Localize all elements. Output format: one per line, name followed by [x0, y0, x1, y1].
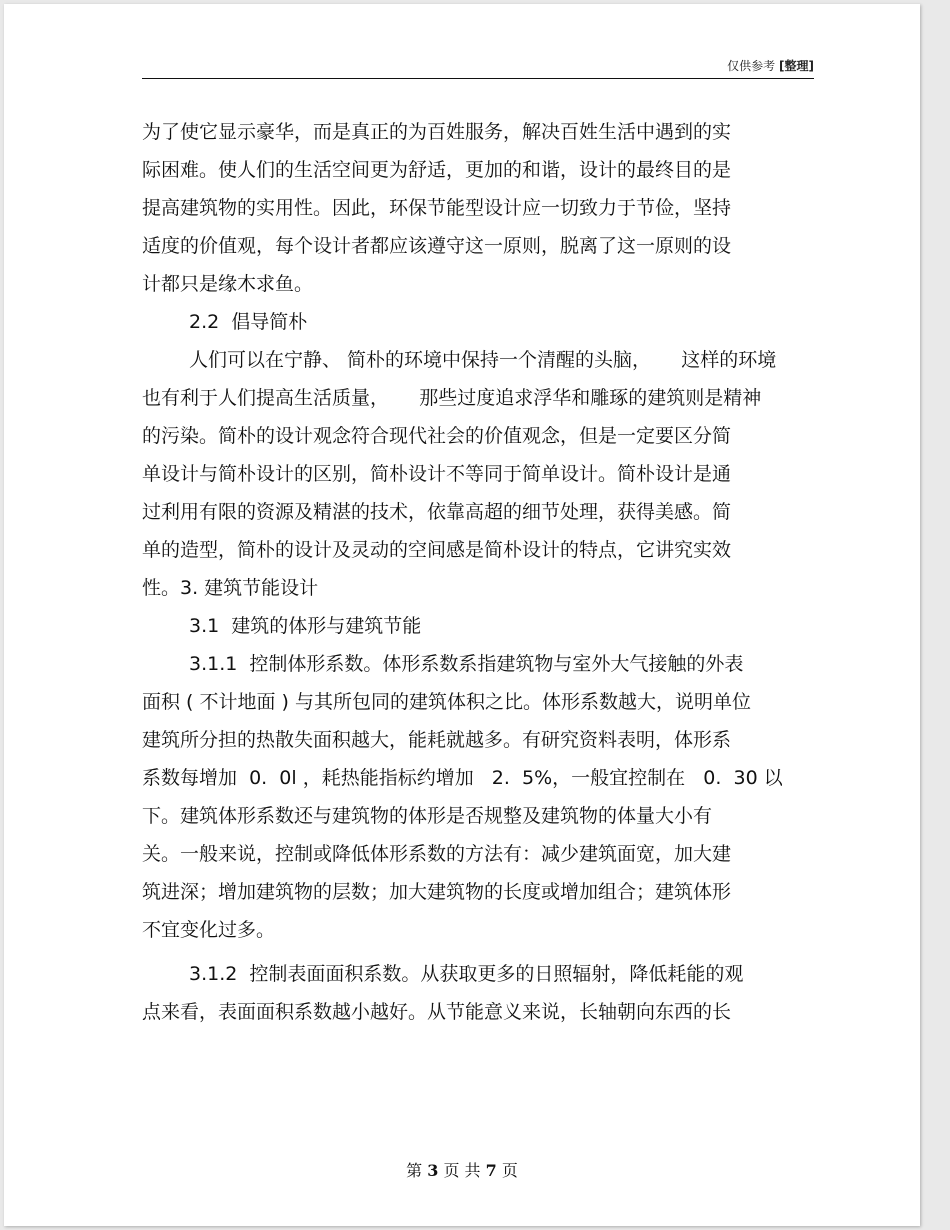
- section-heading: 3.1 建筑的体形与建筑节能: [189, 615, 422, 637]
- body-text: [4, 4, 920, 1226]
- footer-total-pages: 7: [485, 1161, 497, 1180]
- footer-prefix: 第: [406, 1161, 423, 1180]
- text-line: 计都只是缘木求鱼。: [142, 273, 314, 295]
- page-footer: [4, 1158, 920, 1181]
- text-line: 为了使它显示豪华，而是真正的为百姓服务，解决百姓生活中遇到的实: [142, 121, 732, 143]
- document-page: [4, 4, 920, 1226]
- section-heading: 2.2 倡导简朴: [189, 311, 308, 333]
- text-line: 下。建筑体形系数还与建筑物的体形是否规整及建筑物的体量大小有: [142, 805, 713, 827]
- text-line: 性。3. 建筑节能设计: [142, 577, 319, 599]
- header-note: 仅供参考: [727, 59, 776, 73]
- text-line: 点来看，表面面积系数越小越好。从节能意义来说，长轴朝向东西的长: [142, 1001, 732, 1023]
- text-line: 3.1.1 控制体形系数。体形系数系指建筑物与室外大气接触的外表: [189, 653, 744, 675]
- text-line: 适度的价值观，每个设计者都应该遵守这一原则，脱离了这一原则的设: [142, 235, 732, 257]
- text-line: 的污染。简朴的设计观念符合现代社会的价值观念，但是一定要区分简: [142, 425, 732, 447]
- text-line: 也有利于人们提高生活质量， 那些过度追求浮华和雕琢的建筑则是精神: [142, 387, 762, 409]
- header-bracket: [整理]: [779, 59, 814, 73]
- text-line: 关。一般来说，控制或降低体形系数的方法有：减少建筑面宽，加大建: [142, 843, 732, 865]
- text-line: 提高建筑物的实用性。因此，环保节能型设计应一切致力于节俭，坚持: [142, 197, 732, 219]
- text-line: 际困难。使人们的生活空间更为舒适，更加的和谐，设计的最终目的是: [142, 159, 732, 181]
- text-line: 单设计与简朴设计的区别，简朴设计不等同于简单设计。简朴设计是通: [142, 463, 732, 485]
- footer-suffix: 页: [501, 1161, 518, 1180]
- text-line: 过利用有限的资源及精湛的技术，依靠高超的细节处理，获得美感。简: [142, 501, 732, 523]
- text-line: 不宜变化过多。: [142, 919, 276, 941]
- footer-page-number: 3: [427, 1161, 439, 1180]
- text-line: 3.1.2 控制表面面积系数。从获取更多的日照辐射，降低耗能的观: [189, 963, 744, 985]
- text-line: 面积 ( 不计地面 ) 与其所包同的建筑体积之比。体形系数越大，说明单位: [142, 691, 751, 713]
- text-line: 系数每增加 0. 0l ，耗热能指标约增加 2. 5%，一般宜控制在 0. 30 以: [142, 767, 783, 789]
- text-line: 建筑所分担的热散失面积越大，能耗就越多。有研究资料表明，体形系: [142, 729, 732, 751]
- text-line: 筑进深；增加建筑物的层数；加大建筑物的长度或增加组合；建筑体形: [142, 881, 732, 903]
- text-line: 单的造型，简朴的设计及灵动的空间感是简朴设计的特点，它讲究实效: [142, 539, 732, 561]
- text-line: 人们可以在宁静、 简朴的环境中保持一个清醒的头脑， 这样的环境: [189, 349, 777, 371]
- footer-middle: 页 共: [443, 1161, 481, 1180]
